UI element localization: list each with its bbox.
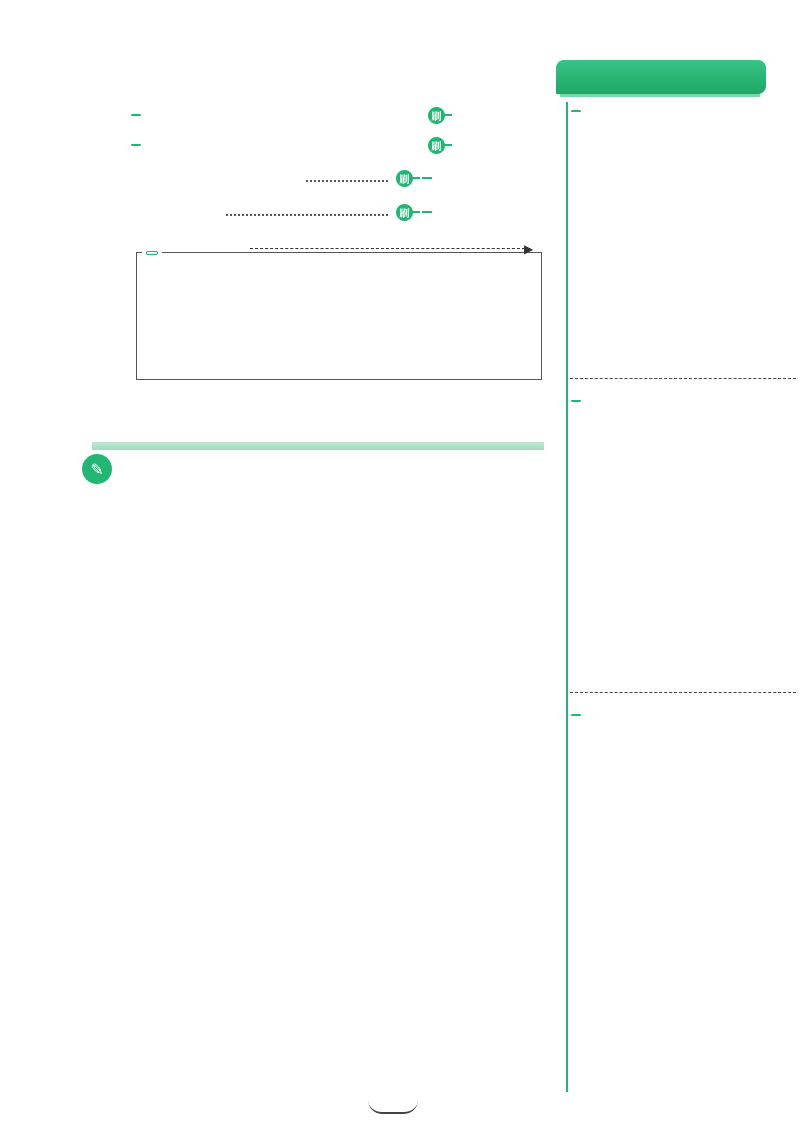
toc-row[interactable]	[0, 200, 560, 224]
topic-tag	[571, 110, 581, 112]
sidebar-divider	[570, 378, 796, 379]
brush-icon: 刷	[396, 170, 413, 187]
shua-badge	[396, 204, 432, 221]
sidebar-rule	[566, 102, 568, 1092]
brush-icon: 刷	[428, 137, 445, 154]
sidebar-header	[556, 60, 766, 94]
toc-row[interactable]	[0, 103, 560, 127]
topic-tag	[131, 114, 141, 116]
chapter-divider	[92, 442, 544, 450]
shua-badge	[396, 170, 432, 187]
micro-lesson-row[interactable]	[146, 270, 538, 294]
brush-icon: 刷	[396, 204, 413, 221]
shua-badge	[428, 107, 452, 124]
topic-tag	[131, 144, 141, 146]
micro-lesson-row[interactable]	[146, 298, 538, 322]
topic-tag	[571, 714, 581, 716]
micro-lesson-row[interactable]	[146, 354, 538, 378]
micro-lesson-row[interactable]	[146, 326, 538, 350]
dashed-arrow-line	[250, 248, 530, 249]
toc-row[interactable]	[0, 133, 560, 157]
topic-tag	[571, 400, 581, 402]
sidebar-divider	[570, 692, 796, 693]
arrow-right-icon: ▶	[524, 242, 534, 256]
page-number-swoosh	[368, 1100, 418, 1114]
micro-lesson-label	[142, 240, 162, 259]
toc-dots	[226, 214, 388, 216]
brush-icon: 刷	[428, 107, 445, 124]
shua-badge	[428, 137, 452, 154]
toc-dots	[306, 180, 388, 182]
ruler-icon: ✎	[82, 454, 112, 484]
toc-row[interactable]	[0, 166, 560, 190]
